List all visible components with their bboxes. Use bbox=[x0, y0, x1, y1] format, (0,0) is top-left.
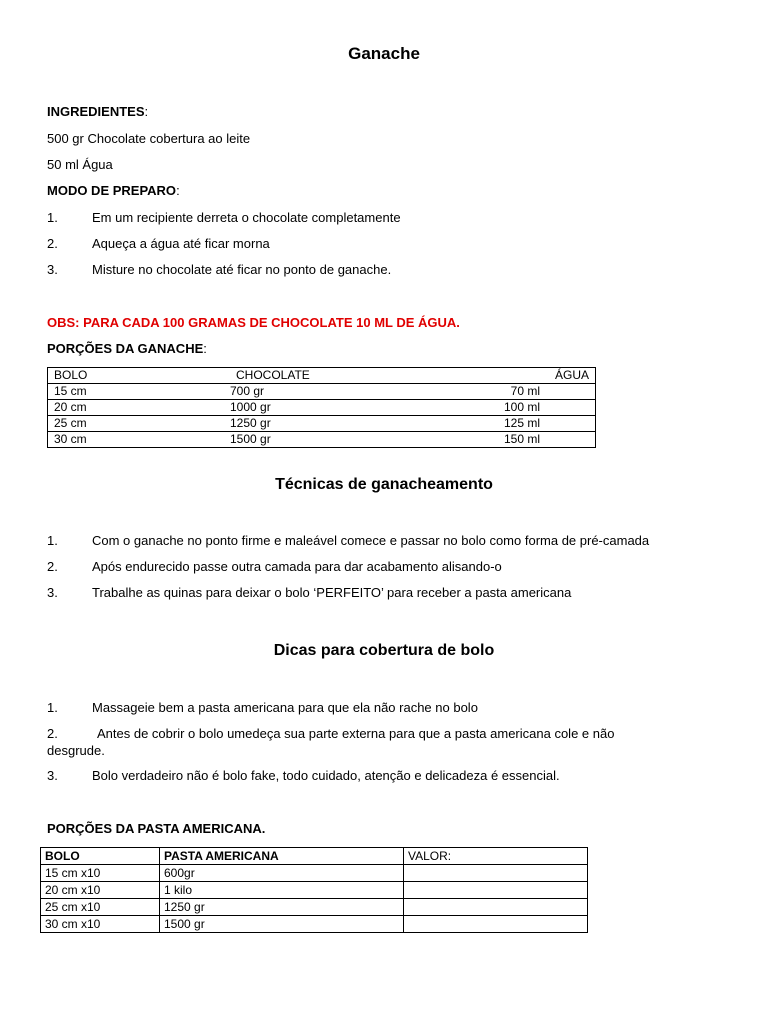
table-cell: 125 ml bbox=[432, 416, 596, 432]
tip-step-text: Massageie bem a pasta americana para que ela não rache no bolo bbox=[92, 700, 478, 715]
table-cell: 25 cm bbox=[48, 416, 231, 432]
tip-step-text: Antes de cobrir o bolo umedeça sua parte externa para que a pasta americana cole e não bbox=[97, 726, 615, 741]
prep-step-number: 2. bbox=[47, 236, 58, 251]
table-row bbox=[48, 384, 596, 400]
preparation-heading: MODO DE PREPARO: bbox=[47, 183, 180, 198]
technique-step-text: Após endurecido passe outra camada para dar acabamento alisando-o bbox=[92, 559, 502, 574]
ganache-portions-table bbox=[47, 367, 596, 448]
table-cell: 1 kilo bbox=[160, 882, 404, 899]
table-cell bbox=[404, 899, 588, 916]
table-cell: 70 ml bbox=[432, 384, 596, 400]
table-cell: 1250 gr bbox=[230, 416, 432, 432]
ingredient-item: 50 ml Água bbox=[47, 157, 113, 172]
table-cell: 150 ml bbox=[432, 432, 596, 448]
tip-step-continuation: desgrude. bbox=[47, 743, 105, 758]
table-cell: 1500 gr bbox=[160, 916, 404, 933]
table-cell bbox=[404, 916, 588, 933]
technique-step-number: 1. bbox=[47, 533, 58, 548]
technique-step-number: 3. bbox=[47, 585, 58, 600]
prep-step-text: Misture no chocolate até ficar no ponto de ganache. bbox=[92, 262, 392, 277]
table-cell: 100 ml bbox=[432, 400, 596, 416]
table-cell: 1500 gr bbox=[230, 432, 432, 448]
table-header-cell: PASTA AMERICANA bbox=[160, 848, 404, 865]
table-row bbox=[41, 865, 588, 882]
table-cell: 600gr bbox=[160, 865, 404, 882]
table-header-cell: BOLO bbox=[48, 368, 231, 384]
tip-step-number: 1. bbox=[47, 700, 58, 715]
ingredients-heading: INGREDIENTES: bbox=[47, 104, 149, 119]
ganache-portions-heading: PORÇÕES DA GANACHE: bbox=[47, 341, 207, 356]
table-header-cell: CHOCOLATE bbox=[230, 368, 432, 384]
table-cell bbox=[404, 882, 588, 899]
prep-step-text: Aqueça a água até ficar morna bbox=[92, 236, 270, 251]
ingredient-item: 500 gr Chocolate cobertura ao leite bbox=[47, 131, 251, 146]
table-row bbox=[41, 916, 588, 933]
table-cell: 25 cm x10 bbox=[41, 899, 160, 916]
table-cell: 1250 gr bbox=[160, 899, 404, 916]
technique-step-number: 2. bbox=[47, 559, 58, 574]
techniques-heading: Técnicas de ganacheamento bbox=[275, 476, 493, 493]
fondant-portions-heading: PORÇÕES DA PASTA AMERICANA. bbox=[47, 821, 266, 836]
tip-step-number: 3. bbox=[47, 768, 58, 783]
tips-heading: Dicas para cobertura de bolo bbox=[273, 642, 495, 659]
obs-note: OBS: PARA CADA 100 GRAMAS DE CHOCOLATE 10 ML DE ÁGUA. bbox=[47, 315, 460, 330]
table-row bbox=[41, 882, 588, 899]
table-header-cell: ÁGUA bbox=[432, 368, 596, 384]
technique-step-text: Trabalhe as quinas para deixar o bolo ‘PERFEITO’ para receber a pasta americana bbox=[92, 585, 572, 600]
fondant-portions-table bbox=[40, 847, 588, 933]
technique-step-text: Com o ganache no ponto firme e maleável comece e passar no bolo como forma de pré-camada bbox=[92, 533, 650, 548]
table-cell: 15 cm x10 bbox=[41, 865, 160, 882]
table-cell: 30 cm x10 bbox=[41, 916, 160, 933]
table-row bbox=[41, 899, 588, 916]
table-cell: 15 cm bbox=[48, 384, 231, 400]
table-cell: 20 cm bbox=[48, 400, 231, 416]
table-header-row bbox=[48, 368, 596, 384]
table-cell bbox=[404, 865, 588, 882]
table-header-cell: VALOR: bbox=[404, 848, 588, 865]
prep-step-text: Em um recipiente derreta o chocolate completamente bbox=[92, 210, 401, 225]
table-cell: 20 cm x10 bbox=[41, 882, 160, 899]
table-row bbox=[48, 432, 596, 448]
prep-step-number: 1. bbox=[47, 210, 58, 225]
table-header-cell: BOLO bbox=[41, 848, 160, 865]
table-cell: 30 cm bbox=[48, 432, 231, 448]
tip-step-number: 2. bbox=[47, 726, 58, 741]
table-row bbox=[48, 400, 596, 416]
table-row bbox=[48, 416, 596, 432]
page-title: Ganache bbox=[348, 44, 420, 63]
table-cell: 700 gr bbox=[230, 384, 432, 400]
tip-step-text: Bolo verdadeiro não é bolo fake, todo cuidado, atenção e delicadeza é essencial. bbox=[92, 768, 560, 783]
table-cell: 1000 gr bbox=[230, 400, 432, 416]
prep-step-number: 3. bbox=[47, 262, 58, 277]
table-header-row bbox=[41, 848, 588, 865]
